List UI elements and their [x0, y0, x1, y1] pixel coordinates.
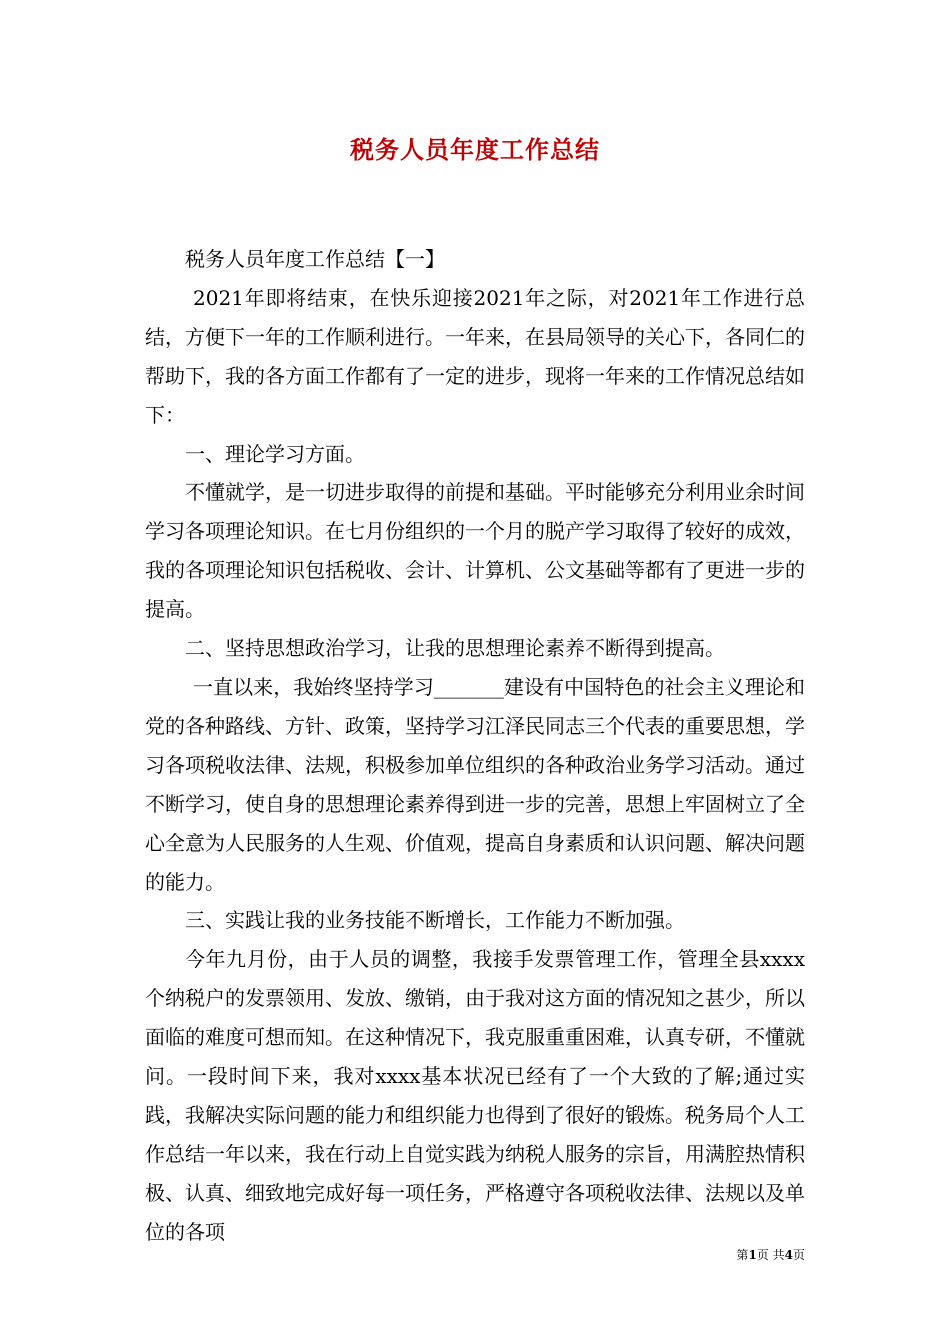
total-pages-number: 4	[784, 1248, 793, 1262]
current-page-number: 1	[748, 1248, 757, 1262]
section-heading: 一、理论学习方面。	[185, 441, 365, 466]
footer-prefix: 第	[736, 1248, 749, 1262]
section-heading: 税务人员年度工作总结【一】	[185, 247, 445, 271]
paragraph: 今年九月份，由于人员的调整，我接手发票管理工作，管理全县xxxx个纳税户的发票领用、发放、缴销，由于我对这方面的情况知之甚少，所以面临的难度可想而知。在这种情况下，我克服重重困难，认真专研，不懂就问。一段时间下来，我对xxxx基本状况已经有了一个大致的了解;通过实践，我解决实际问题的能力和组织能力也得到了很好的锻炼。税务局个人工作总结一年以来，我在行动上自觉实践为纳税人服务的宗旨，用满腔热情积极、认真、细致地完成好每一项任务，严格遵守各项税收法律、法规以及单位的各项	[145, 947, 805, 1244]
paragraph: 2021年即将结束，在快乐迎接2021年之际，对2021年工作进行总结，方便下一年的工作顺利进行。一年来，在县局领导的关心下，各同仁的帮助下，我的各方面工作都有了一定的进步，现将一年来的工作情况总结如下：	[145, 285, 805, 427]
page-footer	[736, 1247, 805, 1263]
paragraph: 不懂就学，是一切进步取得的前提和基础。平时能够充分利用业余时间学习各项理论知识。在七月份组织的一个月的脱产学习取得了较好的成效，我的各项理论知识包括税收、会计、计算机、公文基础等都有了更进一步的提高。	[145, 480, 805, 622]
footer-suffix: 页	[792, 1248, 805, 1262]
document-body	[145, 240, 805, 1252]
section-heading: 二、坚持思想政治学习，让我的思想理论素养不断得到提高。	[185, 636, 725, 661]
document-title: 税务人员年度工作总结	[350, 135, 600, 164]
section-heading: 三、实践让我的业务技能不断增长，工作能力不断加强。	[185, 908, 685, 933]
paragraph: 一直以来，我始终坚持学习_______建设有中国特色的社会主义理论和党的各种路线、方针、政策，坚持学习江泽民同志三个代表的重要思想，学习各项税收法律、法规，积极参加单位组织的各种政治业务学习活动。通过不断学习，使自身的思想理论素养得到进一步的完善，思想上牢固树立了全心全意为人民服务的人生观、价值观，提高自身素质和认识问题、解决问题的能力。	[145, 674, 805, 894]
footer-middle: 页 共	[756, 1248, 785, 1262]
